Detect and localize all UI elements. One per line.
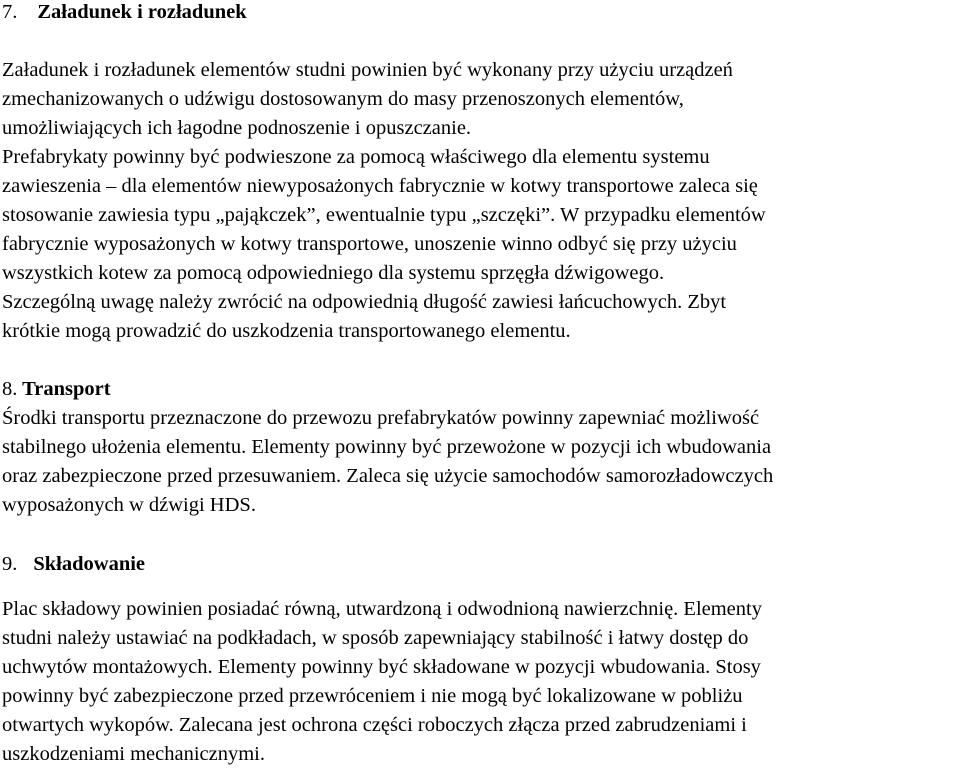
section-9-line-4: powinny być zabezpieczone przed przewróceniem i nie mogą być lokalizowane w pobliżu (2, 685, 743, 707)
section-8-line-1: Środki transportu przeznaczone do przewozu prefabrykatów powinny zapewniać możliwość (2, 407, 760, 429)
section-8-number: 8. (2, 378, 18, 400)
section-8-line-2: stabilnego ułożenia elementu. Elementy powinny być przewożone w pozycji ich wbudowania (2, 436, 772, 458)
section-9-title: Składowanie (33, 553, 146, 575)
section-9-heading (2, 552, 145, 576)
section-7-line-3: umożliwiających ich łagodne podnoszenie i opuszczanie. (2, 117, 472, 139)
section-9-number: 9. (2, 553, 18, 575)
section-7-line-1: Załadunek i rozładunek elementów studni powinien być wykonany przy użyciu urządzeń (2, 59, 733, 81)
section-7-line-4: Prefabrykaty powinny być podwieszone za pomocą właściwego dla elementu systemu (2, 146, 710, 168)
section-7-line-8: wszystkich kotew za pomocą odpowiedniego dla systemu sprzęgła dźwigowego. (2, 262, 665, 284)
section-8-line-4: wyposażonych w dźwigi HDS. (2, 494, 256, 516)
section-7-number: 7. (2, 1, 18, 23)
section-9-line-5: otwartych wykopów. Zalecana jest ochrona części roboczych złącza przed zabrudzeniami i (2, 714, 747, 736)
section-9-line-2: studni należy ustawiać na podkładach, w sposób zapewniający stabilność i łatwy dostęp do (2, 627, 749, 649)
section-8-line-3: oraz zabezpieczone przed przesuwaniem. Zaleca się użycie samochodów samorozładowczych (2, 465, 774, 487)
section-7-line-5: zawieszenia – dla elementów niewyposażonych fabrycznie w kotwy transportowe zaleca się (2, 175, 758, 197)
section-9-line-6: uszkodzeniami mechanicznymi. (2, 743, 265, 765)
section-9-line-1: Plac składowy powinien posiadać równą, utwardzoną i odwodnioną nawierzchnię. Elementy (2, 598, 762, 620)
section-7-title: Załadunek i rozładunek (37, 1, 247, 23)
section-8-title: Transport (22, 378, 111, 400)
section-7-line-7: fabrycznie wyposażonych w kotwy transportowe, unoszenie winno odbyć się przy użyciu (2, 233, 737, 255)
section-7-line-9: Szczególną uwagę należy zwrócić na odpowiednią długość zawiesi łańcuchowych. Zbyt (2, 291, 727, 313)
section-7-line-2: zmechanizowanych o udźwigu dostosowanym do masy przenoszonych elementów, (2, 88, 684, 110)
section-7-heading (2, 0, 247, 24)
section-7-line-10: krótkie mogą prowadzić do uszkodzenia transportowanego elementu. (2, 320, 571, 342)
section-8-heading (2, 377, 111, 401)
section-9-line-3: uchwytów montażowych. Elementy powinny być składowane w pozycji wbudowania. Stosy (2, 656, 761, 678)
section-7-line-6: stosowanie zawiesia typu „pająkczek”, ewentualnie typu „szczęki”. W przypadku elementów (2, 204, 766, 226)
